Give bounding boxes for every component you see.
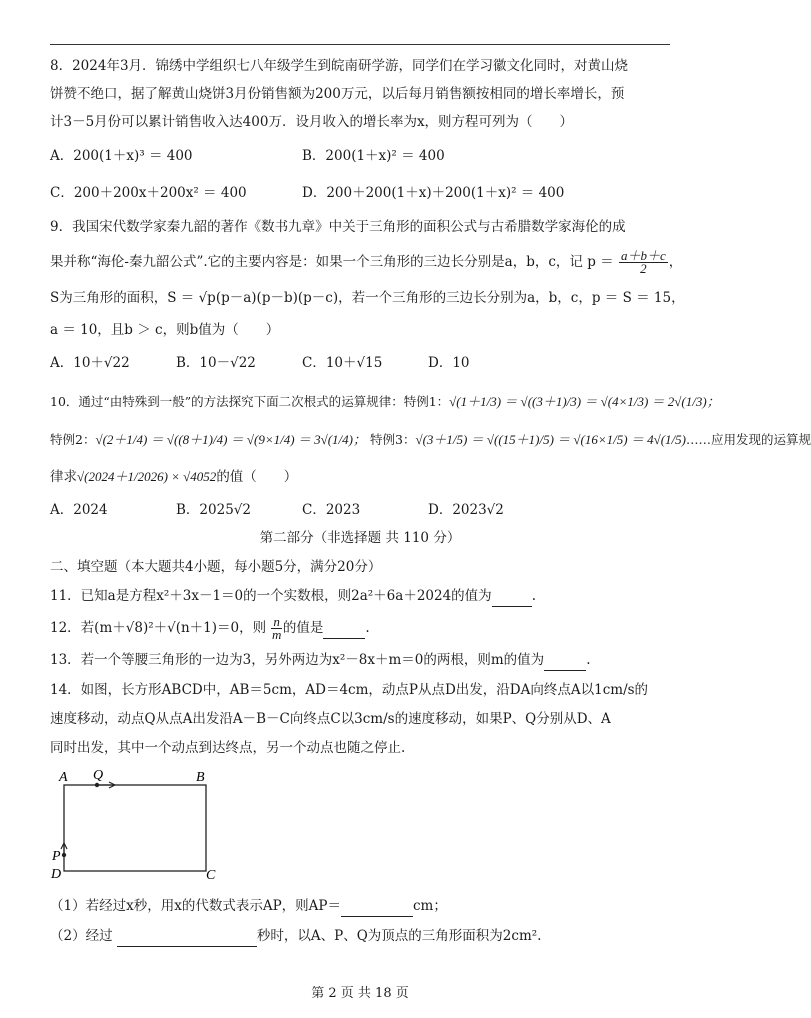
q13 (50, 650, 670, 671)
q11-period: . (531, 588, 536, 604)
q14-sub1-text: （1）若经过x秒，用x的代数式表示AP，则AP＝ (50, 898, 341, 914)
q12-frac-den: m (271, 627, 282, 642)
q9-option-a: A．10＋√22 (50, 355, 130, 371)
q14-sub2-lead: （2）经过 (50, 928, 113, 944)
q8-line1: 8．2024年3月．锦绣中学组织七八年级学生到皖南研学游，同学们在学习徽文化同时，对黄山烧 (50, 58, 629, 74)
label-b: B (196, 770, 205, 785)
q14-sub2-blank (117, 926, 257, 947)
q13-text: 13．若一个等腰三角形的一边为3，另外两边为x²－8x＋m＝0的两根，则m的值为 (50, 652, 545, 668)
q12-period: . (365, 620, 370, 636)
q9-p-fraction (619, 250, 668, 275)
label-a: A (59, 770, 68, 785)
q8-line3: 计3－5月份可以累计销售收入达400万．设月收入的增长率为x，则方程可列为（ ） (50, 114, 574, 130)
q14-line2: 速度移动，动点Q从点A出发沿A－B－C向终点C以3cm/s的速度移动，如果P、Q分别从D、A (50, 711, 611, 727)
q9-option-d: D．10 (428, 355, 470, 371)
q9-line2 (50, 250, 682, 275)
q9-line2-comma: ， (668, 254, 683, 270)
q12-fraction (271, 616, 282, 641)
q9-line3: S为三角形的面积，S ＝ √p(p－a)(p－b)(p－c)，若一个三角形的三边长分别为a，b，c，p ＝ S ＝ 15， (50, 290, 685, 306)
q10-line1-intro: 10．通过“由特殊到一般”的方法探究下面二次根式的运算规律：特例1： (50, 394, 450, 409)
label-p: P (52, 849, 61, 864)
q14-sub1-blank (341, 896, 413, 917)
q8-option-a: A．200(1＋x)³ ＝ 400 (50, 148, 193, 164)
q10-example2-label: 特例2： (50, 432, 96, 447)
point-q (95, 783, 99, 787)
q10-line3-lead: 律求 (50, 469, 77, 485)
q8-line2: 饼赞不绝口，据了解黄山烧饼3月份销售额为200万元，以后每月销售额按相同的增长率增长，预 (50, 86, 625, 102)
q10-line2-tail: ……应用发现的运算规 (686, 432, 811, 447)
q10-example3-label: 特例3： (370, 432, 416, 447)
q10-line3-tail: 的值（ ） (216, 469, 298, 485)
q8-option-d: D．200＋200(1＋x)＋200(1＋x)² ＝ 400 (302, 185, 565, 201)
label-c: C (206, 868, 216, 883)
q9-p-frac-num: a＋b＋c (620, 248, 666, 263)
q8-option-b: B．200(1＋x)² ＝ 400 (302, 148, 445, 164)
q10-expression: √(2024＋1/2026) × √4052 (77, 469, 217, 484)
top-rule (50, 44, 670, 45)
q10-option-c: C．2023 (302, 502, 361, 518)
q14-sub1 (50, 896, 670, 917)
q14-sub2 (50, 926, 670, 947)
q9-line1: 9．我国宋代数学家秦九韶的著作《数书九章》中关于三角形的面积公式与古希腊数学家海伦的成 (50, 219, 626, 235)
q11-text: 11．已知a是方程x²＋3x－1＝0的一个实数根，则2a²＋6a＋2024的值为 (50, 588, 492, 604)
q8-option-c: C．200＋200x＋200x² ＝ 400 (50, 185, 247, 201)
q10-line1 (50, 392, 720, 412)
q10-option-b: B．2025√2 (176, 502, 251, 518)
q9-p-frac-den: 2 (640, 261, 647, 276)
q12-text-b: 的值是 (282, 620, 324, 636)
q14-sub1-unit: cm； (412, 898, 447, 914)
q13-period: . (586, 652, 591, 668)
label-q: Q (93, 768, 104, 783)
q10-example1: √(1＋1/3) ＝ √((3＋1)/3) ＝ √(4×1/3) ＝ 2√(1/3)； (449, 394, 720, 409)
q13-answer-blank (544, 650, 586, 671)
q12-text-a: 12．若(m＋√8)²＋√(n＋1)＝0，则 (50, 620, 267, 636)
label-d: D (51, 867, 62, 882)
page-footer: 第 2 页 共 18 页 (311, 986, 409, 1001)
q10-example2: √(2＋1/4) ＝ √((8＋1)/4) ＝ √(9×1/4) ＝ 3√(1/4)； (95, 432, 367, 447)
q12-frac-num: n (273, 614, 280, 629)
q14-sub2-text: 秒时，以A、P、Q为顶点的三角形面积为2cm². (256, 928, 542, 944)
q10-line2 (50, 430, 811, 450)
q9-option-c: C．10＋√15 (302, 355, 383, 371)
q9-line2-text: 果并称“海伦-秦九韶公式”.它的主要内容是：如果一个三角形的三边长分别是a，b，c，记 p ＝ (50, 254, 614, 270)
q10-option-a: A．2024 (50, 502, 108, 518)
section2-heading: 二、填空题（本大题共4小题，每小题5分，满分20分） (50, 559, 382, 575)
q11 (50, 586, 670, 607)
q10-line3 (50, 467, 670, 487)
q10-option-d: D．2023√2 (428, 502, 504, 518)
rectangle-abcd (64, 785, 206, 871)
q11-answer-blank (492, 586, 532, 607)
q12-answer-blank (323, 618, 365, 639)
rectangle-abcd-figure (45, 765, 235, 885)
q14-line1: 14．如图，长方形ABCD中，AB＝5cm，AD＝4cm，动点P从点D出发，沿DA向终点A以1cm/s的 (50, 682, 649, 698)
q10-example3: √(3＋1/5) ＝ √((15＋1)/5) ＝ √(16×1/5) ＝ 4√(1/5) (415, 432, 687, 447)
part2-heading: 第二部分（非选择题 共 110 分） (259, 530, 461, 546)
p-direction-arrow (61, 843, 67, 855)
q9-line4: a ＝ 10，且b ＞ c，则b值为（ ） (50, 322, 280, 338)
q12 (50, 616, 670, 641)
q9-option-b: B．10－√22 (176, 355, 256, 371)
q14-line3: 同时出发，其中一个动点到达终点，另一个动点也随之停止. (50, 740, 406, 756)
